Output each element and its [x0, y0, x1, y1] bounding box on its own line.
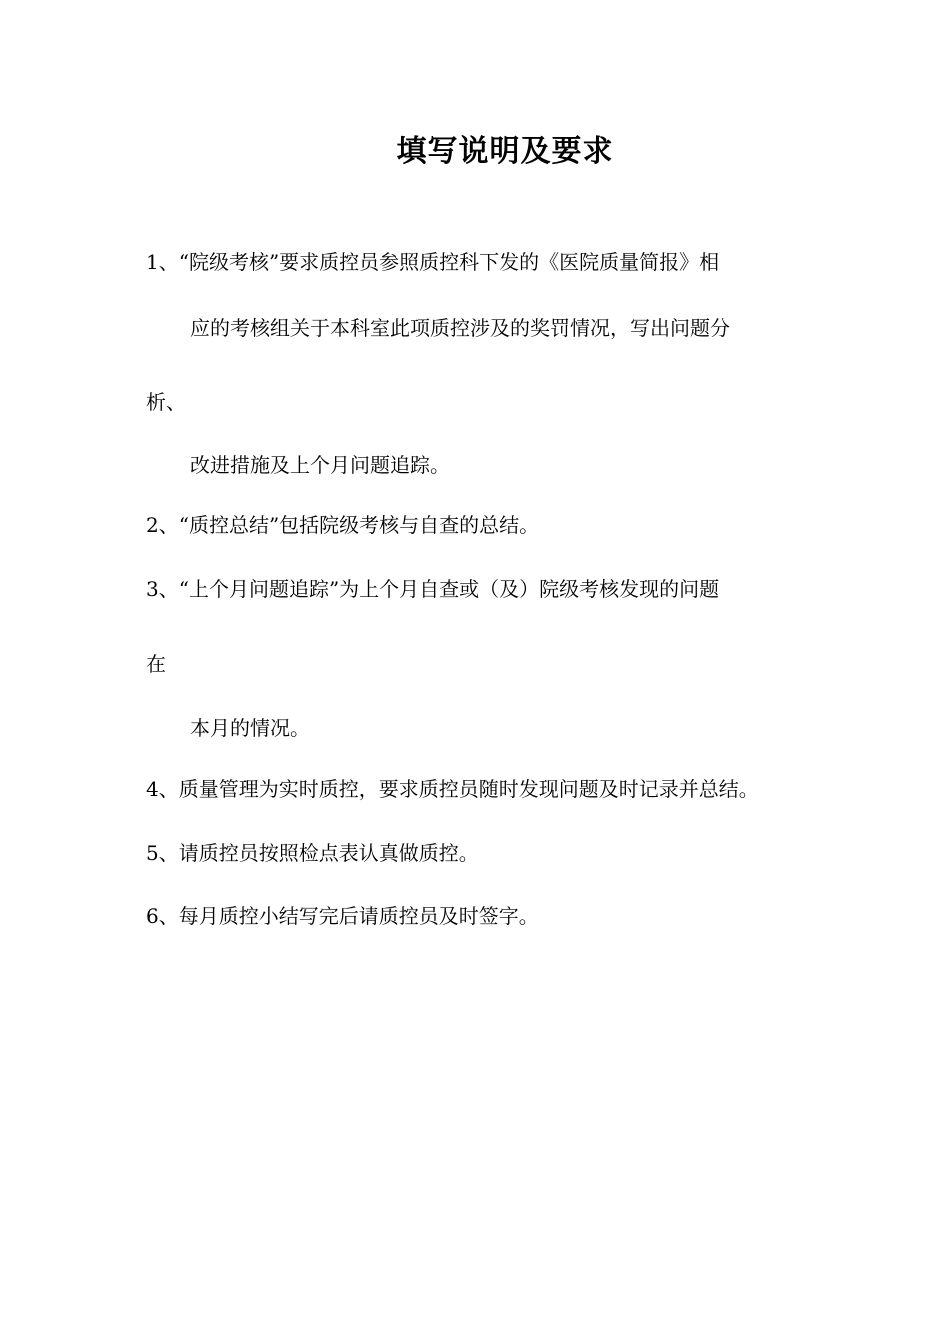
instruction-line: 2、“质控总结”包括院级考核与自查的总结。 [146, 513, 540, 537]
instruction-line: 本月的情况。 [190, 716, 310, 740]
instruction-line: 应的考核组关于本科室此项质控涉及的奖罚情况，写出问题分 [190, 316, 730, 340]
instruction-line: 5、请质控员按照检点表认真做质控。 [146, 841, 479, 865]
instruction-line: 在 [146, 652, 166, 676]
instruction-line: 3、“上个月问题追踪”为上个月自查或（及）院级考核发现的问题 [146, 577, 720, 601]
instruction-line: 改进措施及上个月问题追踪。 [190, 453, 450, 477]
instruction-line: 4、质量管理为实时质控，要求质控员随时发现问题及时记录并总结。 [146, 777, 759, 801]
instruction-line: 6、每月质控小结写完后请质控员及时签字。 [146, 904, 539, 928]
document-title: 填写说明及要求 [396, 134, 614, 169]
instruction-line: 析、 [146, 390, 186, 414]
instruction-line: 1、“院级考核”要求质控员参照质控科下发的《医院质量简报》相 [146, 250, 720, 274]
